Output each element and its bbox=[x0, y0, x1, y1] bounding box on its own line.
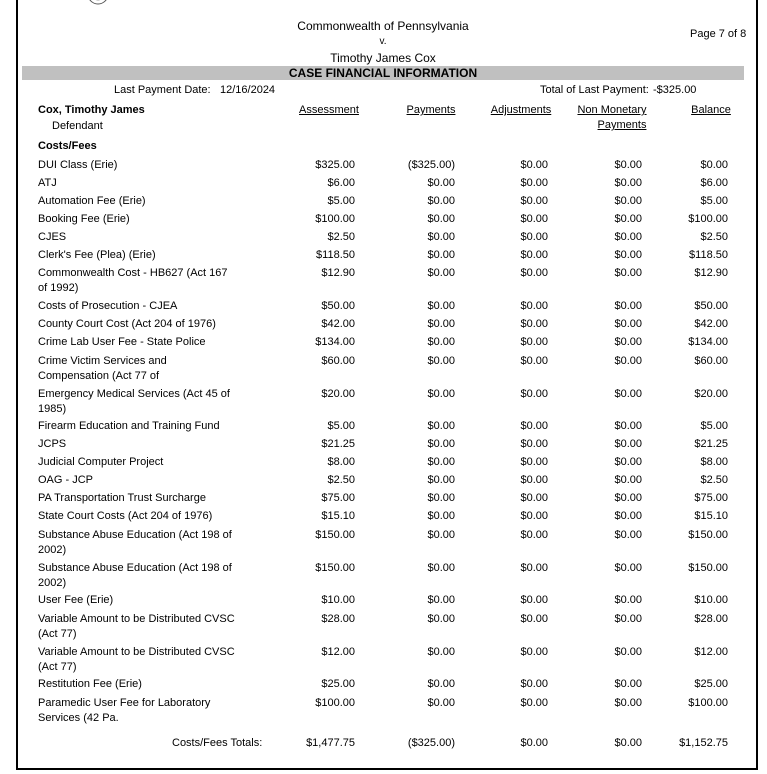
fee-assessment: $134.00 bbox=[315, 336, 355, 348]
fee-description: Variable Amount to be Distributed CVSC (Act 77) bbox=[38, 646, 235, 673]
fee-balance: $15.10 bbox=[694, 510, 728, 522]
fee-description: JCPS bbox=[38, 438, 67, 450]
fee-non-monetary: $0.00 bbox=[614, 195, 642, 207]
fee-adjustments: $0.00 bbox=[520, 388, 548, 400]
caption-commonwealth: Commonwealth of Pennsylvania bbox=[297, 19, 469, 33]
fee-adjustments: $0.00 bbox=[520, 159, 548, 171]
fee-payments: $0.00 bbox=[427, 438, 455, 450]
fee-description: DUI Class (Erie) bbox=[38, 159, 118, 171]
fee-non-monetary: $0.00 bbox=[614, 300, 642, 312]
fee-balance: $60.00 bbox=[694, 355, 728, 367]
fee-non-monetary: $0.00 bbox=[614, 318, 642, 330]
fee-description: ATJ bbox=[38, 177, 57, 189]
fee-adjustments: $0.00 bbox=[520, 646, 548, 658]
fee-description: Clerk's Fee (Plea) (Erie) bbox=[38, 249, 156, 261]
totals-adjustments: $0.00 bbox=[520, 737, 548, 749]
fee-description: County Court Cost (Act 204 of 1976) bbox=[38, 318, 216, 330]
fee-adjustments: $0.00 bbox=[520, 510, 548, 522]
fee-balance: $20.00 bbox=[694, 388, 728, 400]
fee-assessment: $150.00 bbox=[315, 529, 355, 541]
fee-description: User Fee (Erie) bbox=[38, 594, 114, 606]
fee-assessment: $5.00 bbox=[327, 195, 355, 207]
fee-adjustments: $0.00 bbox=[520, 336, 548, 348]
fee-balance: $75.00 bbox=[694, 492, 728, 504]
fee-balance: $134.00 bbox=[688, 336, 728, 348]
fee-assessment: $5.00 bbox=[327, 420, 355, 432]
fee-assessment: $10.00 bbox=[321, 594, 355, 606]
section-label-costs-fees: Costs/Fees bbox=[38, 140, 97, 152]
column-payments: Payments bbox=[406, 104, 456, 116]
fee-adjustments: $0.00 bbox=[520, 456, 548, 468]
fee-assessment: $21.25 bbox=[321, 438, 355, 450]
fee-balance: $42.00 bbox=[694, 318, 728, 330]
fee-description: Paramedic User Fee for Laboratory Services (42 Pa. bbox=[38, 697, 211, 724]
fee-balance: $5.00 bbox=[700, 420, 728, 432]
totals-payments: ($325.00) bbox=[407, 737, 455, 749]
fee-balance: $25.00 bbox=[694, 678, 728, 690]
fee-balance: $5.00 bbox=[700, 195, 728, 207]
fee-non-monetary: $0.00 bbox=[614, 646, 642, 658]
caption-defendant: Timothy James Cox bbox=[330, 51, 436, 65]
fee-assessment: $20.00 bbox=[321, 388, 355, 400]
fee-description: Substance Abuse Education (Act 198 of 2002) bbox=[38, 529, 232, 556]
section-title-bar bbox=[22, 66, 744, 80]
fee-adjustments: $0.00 bbox=[520, 562, 548, 574]
fee-description: Variable Amount to be Distributed CVSC (Act 77) bbox=[38, 613, 235, 640]
fee-balance: $28.00 bbox=[694, 613, 728, 625]
column-balance: Balance bbox=[691, 104, 731, 116]
fee-non-monetary: $0.00 bbox=[614, 177, 642, 189]
fee-non-monetary: $0.00 bbox=[614, 231, 642, 243]
fee-description: Firearm Education and Training Fund bbox=[38, 420, 220, 432]
fee-description: PA Transportation Trust Surcharge bbox=[38, 492, 206, 504]
fee-description: Substance Abuse Education (Act 198 of 2002) bbox=[38, 562, 232, 589]
fee-non-monetary: $0.00 bbox=[614, 438, 642, 450]
fee-payments: $0.00 bbox=[427, 318, 455, 330]
fee-payments: $0.00 bbox=[427, 300, 455, 312]
fee-non-monetary: $0.00 bbox=[614, 336, 642, 348]
page-number: Page 7 of 8 bbox=[690, 28, 747, 40]
fee-assessment: $118.50 bbox=[316, 249, 355, 261]
fee-non-monetary: $0.00 bbox=[614, 213, 642, 225]
fee-adjustments: $0.00 bbox=[520, 529, 548, 541]
fee-adjustments: $0.00 bbox=[520, 231, 548, 243]
fee-assessment: $2.50 bbox=[327, 231, 355, 243]
fee-balance: $150.00 bbox=[688, 529, 728, 541]
fee-description: Booking Fee (Erie) bbox=[38, 213, 130, 225]
fee-assessment: $150.00 bbox=[315, 562, 355, 574]
fee-adjustments: $0.00 bbox=[520, 249, 548, 261]
fee-payments: $0.00 bbox=[427, 492, 455, 504]
fee-adjustments: $0.00 bbox=[520, 474, 548, 486]
fee-balance: $100.00 bbox=[688, 697, 728, 709]
fee-payments: $0.00 bbox=[427, 177, 455, 189]
fee-adjustments: $0.00 bbox=[520, 492, 548, 504]
fee-adjustments: $0.00 bbox=[520, 177, 548, 189]
fee-assessment: $75.00 bbox=[321, 492, 355, 504]
fee-non-monetary: $0.00 bbox=[614, 267, 642, 279]
fee-balance: $6.00 bbox=[700, 177, 728, 189]
totals-assessment: $1,477.75 bbox=[306, 737, 355, 749]
fee-assessment: $6.00 bbox=[327, 177, 355, 189]
fee-payments: $0.00 bbox=[427, 420, 455, 432]
fee-assessment: $12.90 bbox=[321, 267, 355, 279]
fee-balance: $0.00 bbox=[700, 159, 728, 171]
fee-assessment: $60.00 bbox=[321, 355, 355, 367]
fee-description: Commonwealth Cost - HB627 (Act 167 of 1992) bbox=[38, 267, 228, 294]
fee-description: CJES bbox=[38, 231, 67, 243]
fee-non-monetary: $0.00 bbox=[614, 529, 642, 541]
fee-description: Crime Victim Services and Compensation (Act 77 of bbox=[38, 355, 167, 382]
total-last-payment-label: Total of Last Payment: bbox=[540, 84, 649, 96]
column-assessment: Assessment bbox=[299, 104, 359, 116]
fee-adjustments: $0.00 bbox=[520, 318, 548, 330]
fee-assessment: $42.00 bbox=[321, 318, 355, 330]
column-non-monetary: Non Monetary bbox=[577, 104, 647, 116]
fee-payments: $0.00 bbox=[427, 388, 455, 400]
fee-description: Automation Fee (Erie) bbox=[38, 195, 146, 207]
fee-assessment: $28.00 bbox=[321, 613, 355, 625]
fee-payments: $0.00 bbox=[427, 355, 455, 367]
fee-non-monetary: $0.00 bbox=[614, 613, 642, 625]
fee-payments: $0.00 bbox=[427, 678, 455, 690]
fee-adjustments: $0.00 bbox=[520, 195, 548, 207]
fee-adjustments: $0.00 bbox=[520, 594, 548, 606]
fee-non-monetary: $0.00 bbox=[614, 510, 642, 522]
fee-assessment: $12.00 bbox=[321, 646, 355, 658]
fee-adjustments: $0.00 bbox=[520, 355, 548, 367]
fee-description: Judicial Computer Project bbox=[38, 456, 164, 468]
column-adjustments: Adjustments bbox=[490, 104, 552, 116]
fee-adjustments: $0.00 bbox=[520, 267, 548, 279]
party-name: Cox, Timothy James bbox=[38, 104, 145, 116]
fee-description: Crime Lab User Fee - State Police bbox=[38, 336, 206, 348]
fee-payments: $0.00 bbox=[427, 510, 455, 522]
fee-payments: $0.00 bbox=[427, 474, 455, 486]
fee-assessment: $25.00 bbox=[321, 678, 355, 690]
fee-adjustments: $0.00 bbox=[520, 213, 548, 225]
fee-non-monetary: $0.00 bbox=[614, 474, 642, 486]
fee-non-monetary: $0.00 bbox=[614, 388, 642, 400]
fee-assessment: $50.00 bbox=[321, 300, 355, 312]
fee-payments: $0.00 bbox=[427, 213, 455, 225]
fee-assessment: $15.10 bbox=[321, 510, 355, 522]
party-role: Defendant bbox=[52, 120, 103, 132]
last-payment-date-label: Last Payment Date: bbox=[114, 84, 211, 96]
fee-non-monetary: $0.00 bbox=[614, 249, 642, 261]
fee-balance: $12.00 bbox=[694, 646, 728, 658]
fee-description: Restitution Fee (Erie) bbox=[38, 678, 142, 690]
fee-balance: $118.50 bbox=[689, 249, 728, 261]
fee-payments: $0.00 bbox=[427, 195, 455, 207]
fee-balance: $12.90 bbox=[694, 267, 728, 279]
fee-payments: $0.00 bbox=[427, 231, 455, 243]
fee-adjustments: $0.00 bbox=[520, 678, 548, 690]
fee-balance: $2.50 bbox=[700, 474, 728, 486]
fee-balance: $150.00 bbox=[688, 562, 728, 574]
fee-non-monetary: $0.00 bbox=[614, 697, 642, 709]
fee-assessment: $8.00 bbox=[327, 456, 355, 468]
totals-non-monetary: $0.00 bbox=[614, 737, 642, 749]
fee-description: OAG - JCP bbox=[38, 474, 94, 486]
fee-non-monetary: $0.00 bbox=[614, 594, 642, 606]
fee-balance: $10.00 bbox=[694, 594, 728, 606]
seal-emblem-icon bbox=[40, 0, 170, 6]
fee-assessment: $2.50 bbox=[327, 474, 355, 486]
fee-payments: $0.00 bbox=[427, 697, 455, 709]
fee-payments: $0.00 bbox=[427, 562, 455, 574]
fee-balance: $2.50 bbox=[700, 231, 728, 243]
fee-balance: $50.00 bbox=[694, 300, 728, 312]
fee-balance: $100.00 bbox=[688, 213, 728, 225]
fee-balance: $21.25 bbox=[694, 438, 728, 450]
fee-assessment: $325.00 bbox=[315, 159, 355, 171]
column-non-monetary-line2: Payments bbox=[597, 119, 647, 131]
fee-assessment: $100.00 bbox=[315, 213, 355, 225]
fee-payments: $0.00 bbox=[427, 594, 455, 606]
totals-balance: $1,152.75 bbox=[679, 737, 728, 749]
fee-non-monetary: $0.00 bbox=[614, 562, 642, 574]
fee-non-monetary: $0.00 bbox=[614, 420, 642, 432]
fee-payments: $0.00 bbox=[427, 529, 455, 541]
fee-payments: $0.00 bbox=[427, 249, 455, 261]
total-last-payment: -$325.00 bbox=[653, 84, 697, 96]
totals-label: Costs/Fees Totals: bbox=[172, 737, 263, 749]
caption-versus: v. bbox=[379, 36, 387, 47]
fee-non-monetary: $0.00 bbox=[614, 678, 642, 690]
fee-adjustments: $0.00 bbox=[520, 438, 548, 450]
fee-description: Emergency Medical Services (Act 45 of 1985) bbox=[38, 388, 230, 415]
fee-payments: $0.00 bbox=[427, 267, 455, 279]
last-payment-date: 12/16/2024 bbox=[220, 84, 276, 96]
section-title: CASE FINANCIAL INFORMATION bbox=[288, 66, 478, 80]
fee-payments: $0.00 bbox=[427, 456, 455, 468]
fee-description: State Court Costs (Act 204 of 1976) bbox=[38, 510, 213, 522]
fee-adjustments: $0.00 bbox=[520, 300, 548, 312]
fee-adjustments: $0.00 bbox=[520, 613, 548, 625]
fee-assessment: $100.00 bbox=[315, 697, 355, 709]
fee-payments: $0.00 bbox=[427, 646, 455, 658]
fee-non-monetary: $0.00 bbox=[614, 492, 642, 504]
fee-adjustments: $0.00 bbox=[520, 697, 548, 709]
fee-payments: $0.00 bbox=[427, 336, 455, 348]
fee-non-monetary: $0.00 bbox=[614, 456, 642, 468]
fee-description: Costs of Prosecution - CJEA bbox=[38, 300, 178, 312]
fee-balance: $8.00 bbox=[700, 456, 728, 468]
fee-payments: ($325.00) bbox=[407, 159, 455, 171]
fee-payments: $0.00 bbox=[427, 613, 455, 625]
fee-adjustments: $0.00 bbox=[520, 420, 548, 432]
fee-non-monetary: $0.00 bbox=[614, 159, 642, 171]
fee-non-monetary: $0.00 bbox=[614, 355, 642, 367]
